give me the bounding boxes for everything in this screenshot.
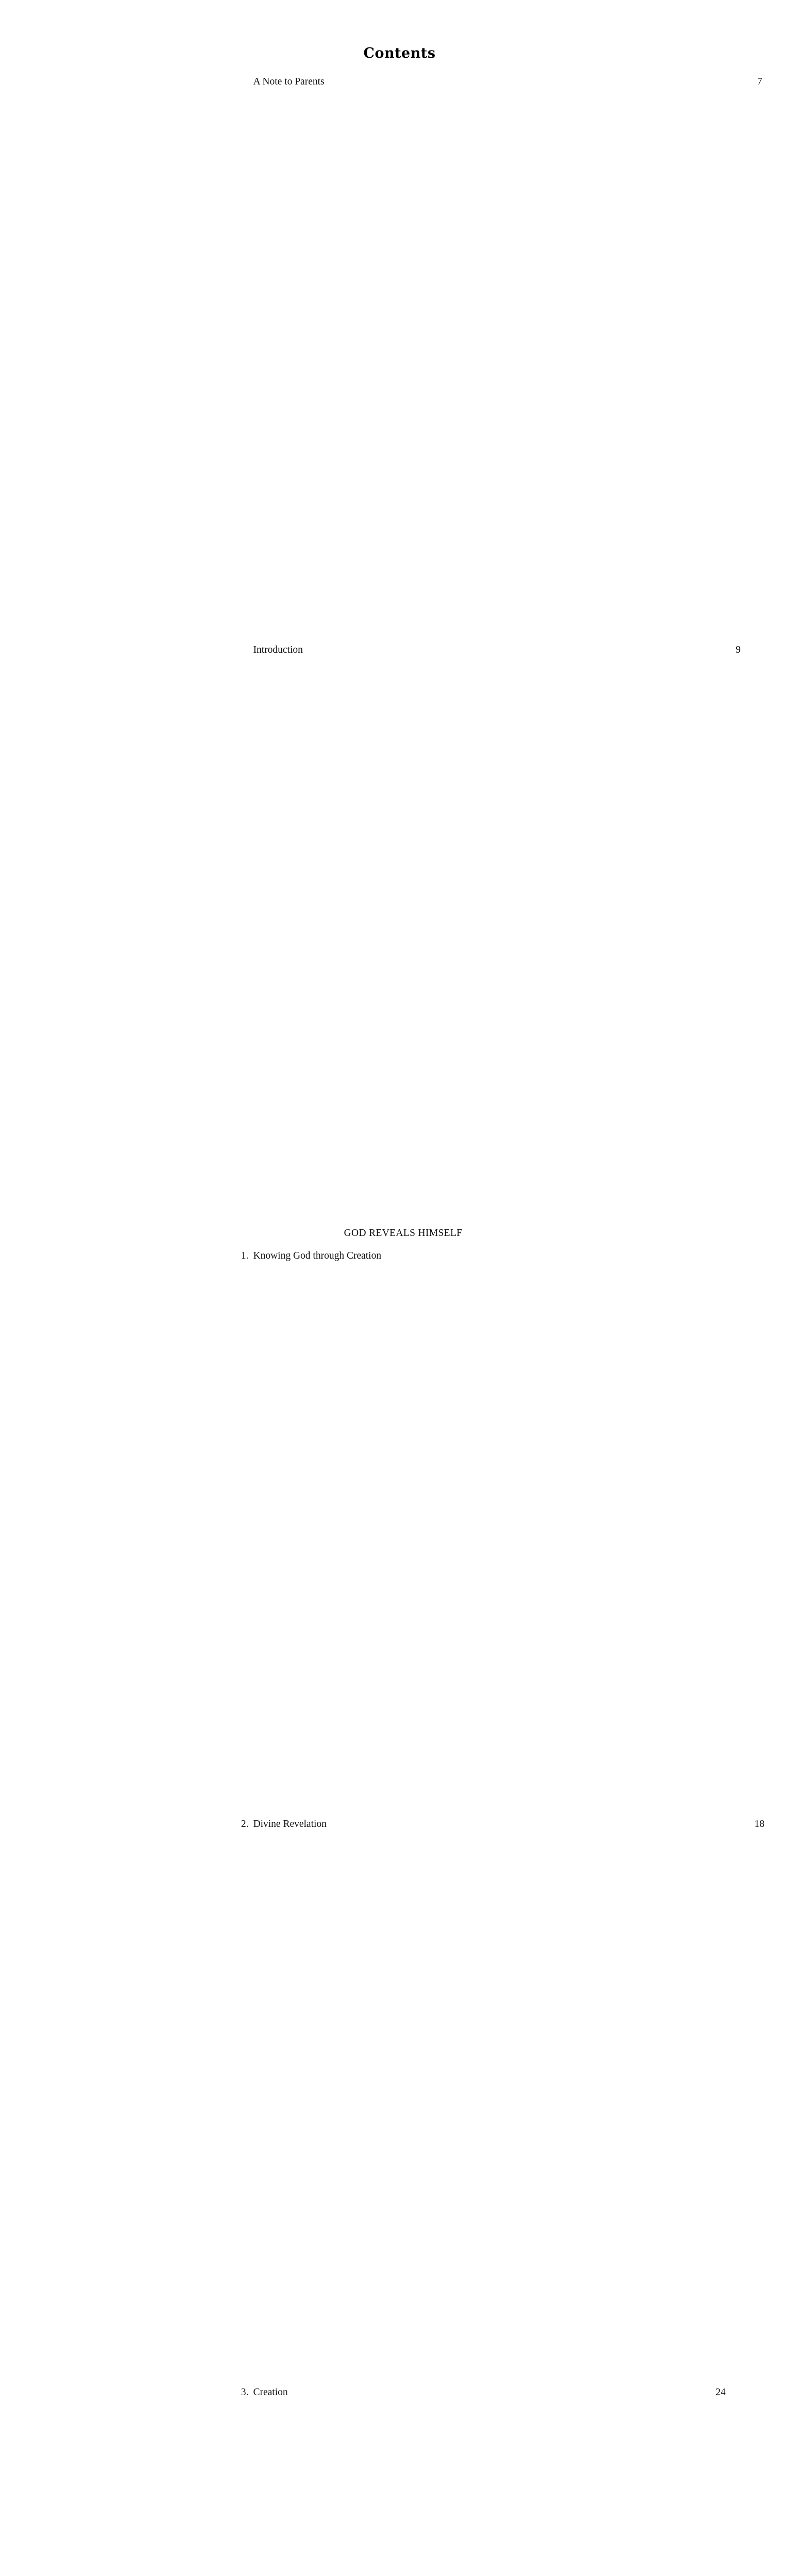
entry-title: A Note to Parents <box>253 76 325 87</box>
entry-number: 3. <box>241 2387 249 2398</box>
toc-entry-list <box>232 76 764 2576</box>
entry-title: Introduction <box>253 645 303 655</box>
front-matter-entry[interactable] <box>232 645 741 1213</box>
front-matter-entry[interactable] <box>232 76 762 645</box>
entry-page-number: 18 <box>327 1819 764 2387</box>
page-title: Contents <box>363 45 436 61</box>
entry-title: Creation <box>253 2387 288 2398</box>
toc-page <box>181 0 764 2398</box>
entry-title: Knowing God through Creation <box>253 1250 382 1261</box>
sections-container <box>232 1228 764 2576</box>
toc-entry[interactable] <box>232 1250 575 1819</box>
entry-number: 1. <box>241 1250 249 1261</box>
entry-number: 2. <box>241 1819 249 1829</box>
entry-page-number: 9 <box>303 645 741 1213</box>
section-heading: GOD REVEALS HIMSELF <box>344 1228 463 1239</box>
front-matter-group <box>232 76 762 1213</box>
entry-page-number: 7 <box>325 76 762 645</box>
entry-page-number: 24 <box>288 2387 726 2576</box>
spacer <box>232 1239 575 1250</box>
spacer <box>232 1213 575 1228</box>
entry-page-number <box>381 1250 799 1819</box>
toc-entry[interactable] <box>232 1819 764 2387</box>
toc-entry[interactable] <box>232 2387 726 2576</box>
entry-title: Divine Revelation <box>253 1819 327 1829</box>
